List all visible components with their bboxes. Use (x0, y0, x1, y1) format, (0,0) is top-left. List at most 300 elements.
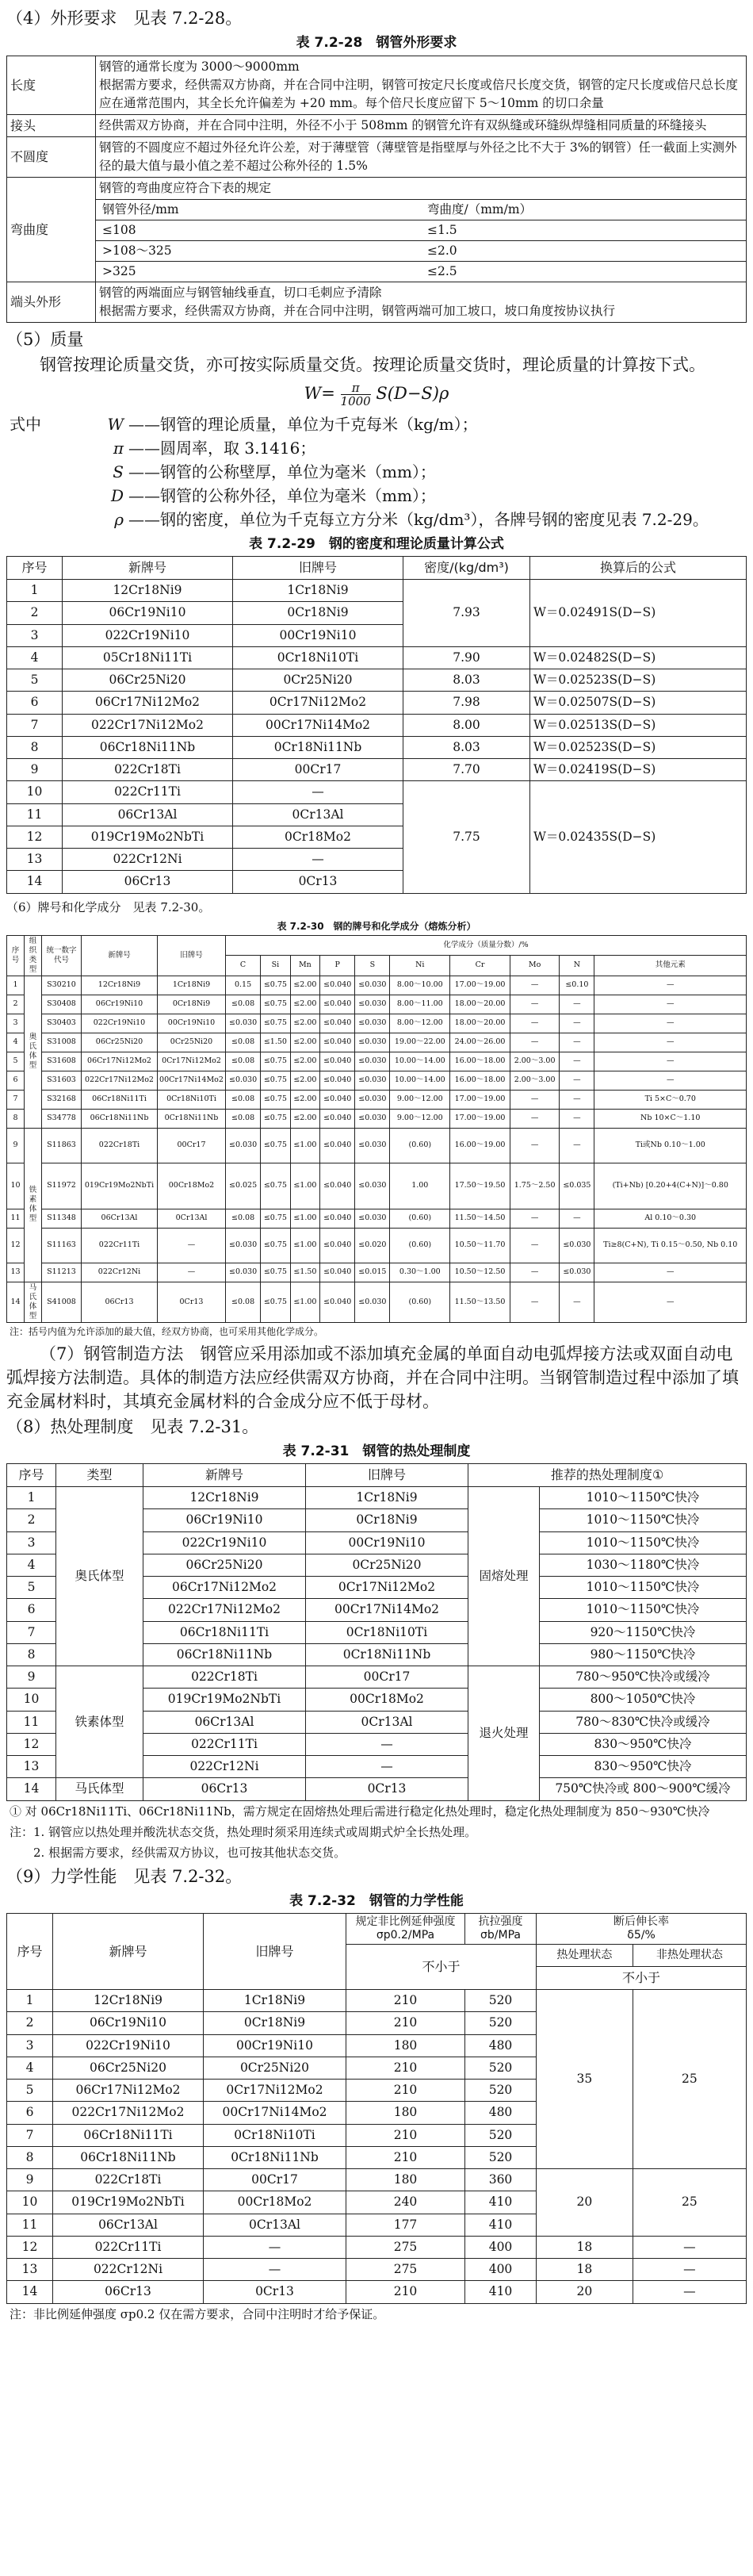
table-cell: 210 (346, 2012, 465, 2034)
table-31 (6, 1463, 747, 1801)
table-cell: 1 (7, 976, 25, 995)
table-row (96, 220, 746, 240)
table-cell: — (158, 1263, 226, 1282)
table-cell: ≤2.00 (290, 1071, 320, 1090)
table-cell: W＝0.02507S(D−S) (530, 692, 747, 714)
table-cell: 210 (346, 2080, 465, 2102)
table-cell: S11863 (42, 1128, 82, 1163)
table-cell: 00Cr18Mo2 (204, 2191, 346, 2214)
table-cell: — (594, 976, 747, 995)
table-cell: 0Cr13Al (233, 803, 403, 826)
def-symbol: ρ (114, 509, 124, 529)
t32-rp-label: 规定非比例延伸强度 (355, 1915, 456, 1928)
table-cell: 1010～1150℃快冷 (540, 1509, 747, 1531)
table-cell: (0.60) (390, 1209, 450, 1228)
table-cell: 6 (7, 692, 63, 714)
table-row (7, 669, 747, 692)
table-cell: 8.00～11.00 (390, 995, 450, 1014)
table-cell: ≤0.030 (355, 1033, 390, 1052)
table-cell: 10.50～11.70 (450, 1228, 510, 1263)
table-cell: 19.00～22.00 (390, 1033, 450, 1052)
table-cell: 7 (7, 1090, 25, 1109)
table-cell: 410 (465, 2214, 537, 2236)
table-cell: ≤1.00 (290, 1128, 320, 1163)
t28-bend-intro: 钢管的弯曲度应符合下表的规定 (99, 180, 272, 195)
table-cell: 177 (346, 2214, 465, 2236)
definition-row (10, 508, 747, 531)
table-cell: S30210 (42, 976, 82, 995)
table-cell: 480 (465, 2034, 537, 2057)
table-cell: 0Cr18Mo2 (233, 826, 403, 848)
table-cell: — (594, 1071, 747, 1090)
table-cell: 022Cr11Ti (63, 781, 233, 803)
table-cell: 7.70 (403, 759, 530, 781)
table-cell: 06Cr18Ni11Nb (82, 1109, 158, 1128)
t28-length-label: 长度 (7, 56, 96, 114)
table-cell: — (594, 995, 747, 1014)
table-cell: ≤0.75 (261, 1071, 291, 1090)
table-cell: ≤0.75 (261, 1109, 291, 1128)
table-cell: ≤0.08 (226, 1282, 261, 1322)
table-cell: (0.60) (390, 1282, 450, 1322)
table-row (7, 1487, 747, 1509)
table-cell: — (204, 2259, 346, 2281)
def-symbol: S (113, 462, 124, 481)
table-cell: 06Cr19Ni10 (82, 995, 158, 1014)
table-row (7, 1128, 747, 1163)
t32-header-ge-el: 不小于 (537, 1967, 747, 1990)
table-cell: 05Cr18Ni11Ti (63, 646, 233, 669)
table-cell: 0Cr17Ni12Mo2 (158, 1052, 226, 1071)
table-cell: ≤0.030 (560, 1228, 594, 1263)
table-cell: 800～1050℃快冷 (540, 1689, 747, 1711)
table-cell: S11348 (42, 1209, 82, 1228)
table-row (7, 692, 747, 714)
table-cell: ≤0.75 (261, 1263, 291, 1282)
table-cell: — (233, 849, 403, 871)
table-cell: 1Cr18Ni9 (158, 976, 226, 995)
table-cell: 1Cr18Ni9 (306, 1487, 468, 1509)
table-cell: 0Cr13 (158, 1282, 226, 1322)
table-cell: 06Cr19Ni10 (63, 602, 233, 624)
def-text: ——钢管的理论质量，单位为千克每米（kg/m）； (128, 414, 478, 434)
def-text: ——圆周率，取 3.1416； (128, 438, 316, 458)
table-cell: 00Cr17Ni14Mo2 (158, 1071, 226, 1090)
fraction-numerator: π (341, 381, 371, 395)
table-cell: 0Cr18Ni10Ti (233, 646, 403, 669)
table-cell: 210 (346, 2281, 465, 2303)
table-cell: (0.60) (390, 1128, 450, 1163)
table-row (7, 759, 747, 781)
table-cell: ≤0.040 (320, 1033, 355, 1052)
table-cell: 14 (7, 2281, 53, 2303)
table-cell: 022Cr18Ti (82, 1128, 158, 1163)
table-cell: 019Cr19Mo2NbTi (82, 1163, 158, 1209)
table-cell: S11213 (42, 1263, 82, 1282)
table-cell: 35 (537, 1990, 633, 2169)
table-cell: 7.98 (403, 692, 530, 714)
table-cell: 17.50～19.50 (450, 1163, 510, 1209)
table-cell: 019Cr19Mo2NbTi (143, 1689, 306, 1711)
table-cell: 022Cr17Ni12Mo2 (63, 714, 233, 736)
table-cell: 7.75 (403, 781, 530, 893)
table-cell: ≤0.040 (320, 1052, 355, 1071)
table-cell: 00Cr17Ni14Mo2 (204, 2102, 346, 2124)
table-cell: 4 (7, 1033, 25, 1052)
t32-header-heat: 热处理状态 (537, 1945, 633, 1967)
def-symbol: π (113, 438, 124, 458)
table-cell: ≤0.10 (560, 976, 594, 995)
def-text: ——钢管的公称壁厚，单位为毫米（mm）； (128, 462, 436, 481)
table-cell: 180 (346, 2169, 465, 2191)
table-cell: 马氏体型 (25, 1282, 42, 1322)
table-row (96, 240, 746, 261)
table-cell: C (226, 956, 261, 976)
table-cell: 8 (7, 1109, 25, 1128)
table-cell: ≤0.030 (226, 1014, 261, 1033)
table-cell: — (633, 2259, 746, 2281)
table-cell: 0Cr13 (204, 2281, 346, 2303)
table-cell: 10 (7, 1163, 25, 1209)
table-cell: 275 (346, 2236, 465, 2258)
table-row (7, 1990, 747, 2012)
table-cell: 0Cr25Ni20 (306, 1554, 468, 1576)
table-cell: 0Cr18Ni11Nb (204, 2146, 346, 2168)
table-cell: ≤0.75 (261, 995, 291, 1014)
table-cell: 2 (7, 602, 63, 624)
table-cell: — (560, 1033, 594, 1052)
table-cell: 520 (465, 2057, 537, 2079)
table-cell: 14 (7, 1778, 56, 1800)
table-cell: — (560, 1052, 594, 1071)
table-cell: S11163 (42, 1228, 82, 1263)
t30-body (7, 976, 747, 1322)
table-cell: 8.00 (403, 714, 530, 736)
table-cell: 06Cr18Ni11Nb (53, 2146, 204, 2168)
table-cell: 24.00～26.00 (450, 1033, 510, 1052)
table-cell: 2.00～3.00 (510, 1071, 559, 1090)
table-cell: 0Cr17Ni12Mo2 (233, 692, 403, 714)
t32-header-old: 旧牌号 (204, 1914, 346, 1990)
table-cell: Nb 10×C～1.10 (594, 1109, 747, 1128)
t28-round-text: 钢管的不圆度应不超过外径允许公差，对于薄壁管（薄壁管是指壁厚与外径之比不大于 3%的钢管）任一截面上实测外径的最大值与最小值之差不超过公称外径的 1.5% (96, 136, 747, 177)
table-cell: S32168 (42, 1090, 82, 1109)
table-cell: 0Cr13Al (204, 2214, 346, 2236)
table-row (7, 781, 747, 803)
t28-bend-subtable (96, 199, 746, 282)
table-cell: 022Cr18Ti (53, 2169, 204, 2191)
table-cell: 11 (7, 2214, 53, 2236)
table-cell: 2 (7, 2012, 53, 2034)
table-cell: 0.30～1.00 (390, 1263, 450, 1282)
table-cell: 6 (7, 1071, 25, 1090)
table-cell: 3 (7, 1531, 56, 1554)
table-row (7, 1666, 747, 1689)
table-cell: 0Cr18Ni9 (204, 2012, 346, 2034)
table-cell: ≤0.025 (226, 1163, 261, 1209)
table-cell: — (510, 995, 559, 1014)
t30-header-seq: 序号 (7, 935, 25, 976)
table-cell: P (320, 956, 355, 976)
table-cell: 180 (346, 2102, 465, 2124)
table-cell: 06Cr17Ni12Mo2 (143, 1577, 306, 1599)
table-cell: 4 (7, 2057, 53, 2079)
table-cell: 022Cr12Ni (82, 1263, 158, 1282)
t28-bend-h1: 钢管外径/mm (96, 199, 421, 220)
table-row (7, 1282, 747, 1322)
table-row (7, 1033, 747, 1052)
table-cell: 5 (7, 2080, 53, 2102)
table-cell: 06Cr13 (82, 1282, 158, 1322)
table-cell: 12Cr18Ni9 (143, 1487, 306, 1509)
t32-header-seq: 序号 (7, 1914, 53, 1990)
table-cell: 022Cr19Ni10 (53, 2034, 204, 2057)
t30-header-chem: 化学成分（质量分数）/% (226, 935, 747, 956)
t30-header-code: 统一数字代号 (42, 935, 82, 976)
table-cell: ≤1.00 (290, 1282, 320, 1322)
table-cell: 13 (7, 849, 63, 871)
table-cell: 00Cr18Mo2 (158, 1163, 226, 1209)
table-row (7, 1209, 747, 1228)
table-cell: 0Cr18Ni10Ti (204, 2124, 346, 2146)
table-cell: 25 (633, 2169, 746, 2237)
table-cell: 520 (465, 2124, 537, 2146)
table-cell: — (510, 1228, 559, 1263)
table-cell: 18 (537, 2236, 633, 2258)
table-cell: 06Cr19Ni10 (143, 1509, 306, 1531)
table-cell: — (594, 1282, 747, 1322)
table-cell: 022Cr19Ni10 (143, 1531, 306, 1554)
table-cell: — (560, 1090, 594, 1109)
table-cell: S31603 (42, 1071, 82, 1090)
definition-row (10, 460, 747, 484)
table-cell: ≤2.00 (290, 1052, 320, 1071)
table-cell: ≤0.030 (355, 1282, 390, 1322)
table-cell: 8.03 (403, 736, 530, 758)
table-row (7, 2169, 747, 2191)
table-cell: 06Cr13Al (82, 1209, 158, 1228)
t31-header-new: 新牌号 (143, 1464, 306, 1487)
t31-header-heat: 推荐的热处理制度① (468, 1464, 747, 1487)
table-cell: 8 (7, 2146, 53, 2168)
table-cell: 14 (7, 871, 63, 893)
table-cell: W＝0.02513S(D−S) (530, 714, 747, 736)
table-cell: 9 (7, 2169, 53, 2191)
table-cell: 780～950℃快冷或缓冷 (540, 1666, 747, 1689)
t31-body (7, 1487, 747, 1801)
table-cell: 750℃快冷或 800～900℃缓冷 (540, 1778, 747, 1800)
table-cell: 210 (346, 1990, 465, 2012)
table-cell: 10 (7, 2191, 53, 2214)
table-cell: 7 (7, 714, 63, 736)
table-row (7, 2281, 747, 2303)
table-cell: — (306, 1756, 468, 1778)
table-cell: 11 (7, 1209, 25, 1228)
table-cell: 022Cr12Ni (143, 1756, 306, 1778)
table-cell: 920～1150℃快冷 (540, 1621, 747, 1643)
table-cell: ≤0.040 (320, 1090, 355, 1109)
t28-bend-val: ≤2.5 (421, 261, 746, 282)
table-cell: S11972 (42, 1163, 82, 1209)
table-cell: 5 (7, 1577, 56, 1599)
table-cell: 1.75～2.50 (510, 1163, 559, 1209)
t30-header-type: 组织类型 (25, 935, 42, 976)
table-cell: — (594, 1263, 747, 1282)
table-cell: 10.00～14.00 (390, 1071, 450, 1090)
t29-header-density: 密度/(kg/dm³) (403, 557, 530, 580)
table-cell: 022Cr12Ni (53, 2259, 204, 2281)
table-cell: 12 (7, 2236, 53, 2258)
t29-header-formula: 换算后的公式 (530, 557, 747, 580)
table-cell: 06Cr13Al (63, 803, 233, 826)
table-cell: S31608 (42, 1052, 82, 1071)
t28-end-label: 端头外形 (7, 282, 96, 322)
table-28-caption: 表 7.2-28 钢管外形要求 (296, 35, 457, 51)
def-symbol: W (107, 414, 124, 434)
table-cell: ≤0.030 (226, 1228, 261, 1263)
t32-header-rm (465, 1914, 537, 1945)
table-cell: Ni (390, 956, 450, 976)
table-cell: W＝0.02435S(D−S) (530, 781, 747, 893)
table-cell: ≤2.00 (290, 1090, 320, 1109)
table-cell: ≤0.75 (261, 976, 291, 995)
table-cell: 1Cr18Ni9 (204, 1990, 346, 2012)
table-cell: 022Cr18Ti (63, 759, 233, 781)
table-cell: S30408 (42, 995, 82, 1014)
table-cell: ≤0.040 (320, 1109, 355, 1128)
table-row (7, 1778, 747, 1800)
table-cell: 0Cr18Ni10Ti (158, 1090, 226, 1109)
table-cell: 520 (465, 1990, 537, 2012)
table-cell: 06Cr18Ni11Nb (63, 736, 233, 758)
table-cell: ≤0.040 (320, 976, 355, 995)
table-cell: 400 (465, 2236, 537, 2258)
table-29 (6, 556, 747, 894)
table-cell: 16.00～18.00 (450, 1071, 510, 1090)
table-cell: 06Cr17Ni12Mo2 (53, 2080, 204, 2102)
table-cell: ≤2.00 (290, 1109, 320, 1128)
table-cell: 1.00 (390, 1163, 450, 1209)
section-7-heading: （7）钢管制造方法 (40, 1344, 184, 1363)
table-cell: 14 (7, 1282, 25, 1322)
table-cell: 1010～1150℃快冷 (540, 1577, 747, 1599)
table-28 (6, 56, 747, 323)
table-cell: 3 (7, 624, 63, 646)
table-cell: 022Cr11Ti (53, 2236, 204, 2258)
table-row (7, 714, 747, 736)
table-cell: — (510, 1263, 559, 1282)
table-cell: 022Cr19Ni10 (63, 624, 233, 646)
table-cell: 360 (465, 2169, 537, 2191)
table-cell: 1010～1150℃快冷 (540, 1599, 747, 1621)
table-cell: Ti≥8(C+N), Ti 0.15～0.50, Nb 0.10 (594, 1228, 747, 1263)
table-cell: 019Cr19Mo2NbTi (63, 826, 233, 848)
table-cell: 奥氏体型 (56, 1487, 143, 1666)
table-30-caption: 表 7.2-30 钢的牌号和化学成分（熔炼分析） (277, 920, 476, 932)
t28-bend-val: ≤1.5 (421, 220, 746, 240)
table-cell: N (560, 956, 594, 976)
table-cell: 1 (7, 1990, 53, 2012)
table-cell: 06Cr25Ni20 (53, 2057, 204, 2079)
table-cell: 022Cr17Ni12Mo2 (82, 1071, 158, 1090)
table-cell: S31008 (42, 1033, 82, 1052)
table-cell: 06Cr18Ni11Nb (143, 1643, 306, 1666)
table-cell: 18 (537, 2259, 633, 2281)
definition-row (10, 412, 747, 436)
table-cell: 10.50～12.50 (450, 1263, 510, 1282)
table-cell: ≤0.040 (320, 1209, 355, 1228)
table-cell: 2 (7, 995, 25, 1014)
table-cell: ≤0.08 (226, 995, 261, 1014)
t31-header-old: 旧牌号 (306, 1464, 468, 1487)
table-cell: 5 (7, 669, 63, 692)
table-cell: 06Cr13 (143, 1778, 306, 1800)
table-cell: (0.60) (390, 1228, 450, 1263)
table-row (7, 646, 747, 669)
table-row (7, 580, 747, 602)
table-cell: 8 (7, 736, 63, 758)
t32-header-new: 新牌号 (53, 1914, 204, 1990)
table-row (7, 976, 747, 995)
table-cell: ≤0.030 (226, 1128, 261, 1163)
table-cell: 0Cr13 (233, 871, 403, 893)
table-cell: 400 (465, 2259, 537, 2281)
table-cell: 7 (7, 2124, 53, 2146)
table-cell: ≤0.030 (355, 1014, 390, 1033)
table-cell: 0Cr13Al (158, 1209, 226, 1228)
table-cell: 06Cr18Ni11Ti (82, 1090, 158, 1109)
table-cell: 022Cr11Ti (82, 1228, 158, 1263)
table-cell: ≤0.020 (355, 1228, 390, 1263)
table-cell: 06Cr18Ni11Ti (143, 1621, 306, 1643)
t32-header-ge: 不小于 (346, 1945, 537, 1990)
table-cell: 06Cr13Al (143, 1711, 306, 1733)
table-cell: ≤0.040 (320, 1282, 355, 1322)
t29-header-seq: 序号 (7, 557, 63, 580)
table-32 (6, 1913, 747, 2304)
t29-body (7, 580, 747, 894)
table-cell: ≤0.08 (226, 1033, 261, 1052)
table-cell: 18.00～20.00 (450, 995, 510, 1014)
table-cell: 17.00～19.00 (450, 1090, 510, 1109)
table-cell: ≤0.030 (355, 995, 390, 1014)
table-cell: — (594, 1052, 747, 1071)
table-cell: 12Cr18Ni9 (82, 976, 158, 995)
table-cell: — (560, 1209, 594, 1228)
table-cell: 210 (346, 2057, 465, 2079)
formula-lhs: W= (304, 383, 335, 403)
table-cell: 980～1150℃快冷 (540, 1643, 747, 1666)
table-cell: 0Cr18Ni11Nb (306, 1643, 468, 1666)
t30-header-new: 新牌号 (82, 935, 158, 976)
table-cell: 00Cr19Ni10 (233, 624, 403, 646)
table-cell: ≤2.00 (290, 1014, 320, 1033)
table-cell: — (510, 1128, 559, 1163)
table-cell: 1030～1180℃快冷 (540, 1554, 747, 1576)
def-text: ——钢管的公称外径，单位为毫米（mm）； (128, 485, 436, 505)
table-cell: 铁素体型 (56, 1666, 143, 1778)
table-cell: ≤0.75 (261, 1282, 291, 1322)
table-cell: ≤0.040 (320, 1128, 355, 1163)
table-cell: ≤0.08 (226, 1209, 261, 1228)
table-cell: 00Cr17 (158, 1128, 226, 1163)
section-4-heading: （4）外形要求 见表 7.2-28。 (6, 9, 243, 28)
definition-row (10, 436, 747, 460)
table-cell: W＝0.02482S(D−S) (530, 646, 747, 669)
table-cell: — (633, 2236, 746, 2258)
table-cell: ≤0.040 (320, 1163, 355, 1209)
table-cell: 25 (633, 1990, 746, 2169)
